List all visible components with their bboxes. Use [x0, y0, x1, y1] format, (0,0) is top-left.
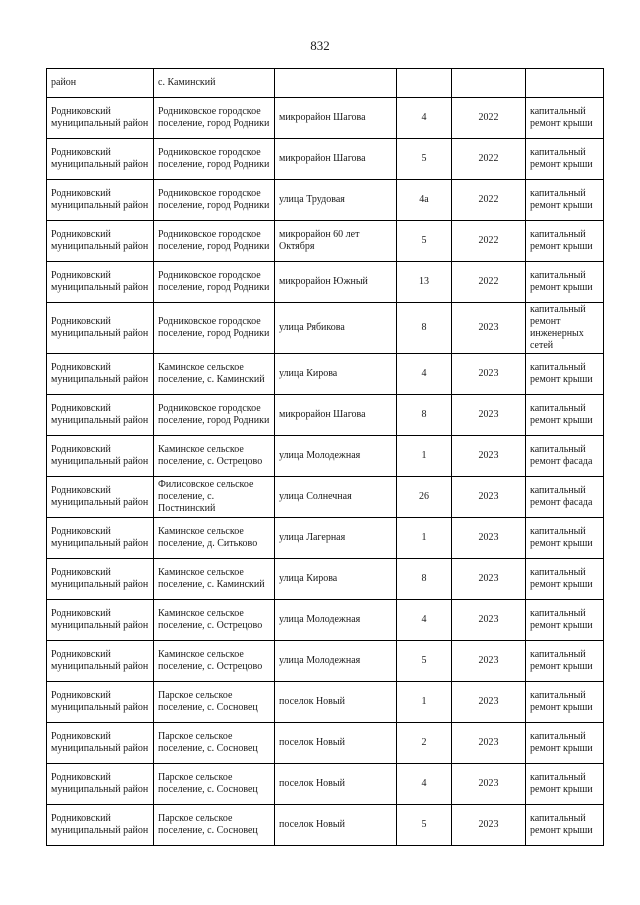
- settlement-cell: с. Каминский: [154, 69, 275, 98]
- work-type-cell: капитальный ремонт крыши: [526, 262, 604, 303]
- work-type-cell: капитальный ремонт инженерных сетей: [526, 303, 604, 354]
- table-row: [47, 559, 604, 600]
- work-type-cell: капитальный ремонт крыши: [526, 139, 604, 180]
- district-cell: Родниковский муниципальный район: [47, 682, 154, 723]
- year-cell: 2023: [452, 303, 526, 354]
- district-cell: Родниковский муниципальный район: [47, 477, 154, 518]
- table-row: [47, 723, 604, 764]
- district-cell: Родниковский муниципальный район: [47, 303, 154, 354]
- street-cell: поселок Новый: [275, 764, 397, 805]
- table-row: [47, 436, 604, 477]
- settlement-cell: Парское сельское поселение, с. Сосновец: [154, 682, 275, 723]
- year-cell: 2023: [452, 559, 526, 600]
- year-cell: 2023: [452, 682, 526, 723]
- district-cell: Родниковский муниципальный район: [47, 139, 154, 180]
- table-row: [47, 600, 604, 641]
- house-cell: 8: [397, 303, 452, 354]
- table-row: [47, 395, 604, 436]
- street-cell: поселок Новый: [275, 723, 397, 764]
- street-cell: поселок Новый: [275, 682, 397, 723]
- table-row: [47, 98, 604, 139]
- house-cell: 1: [397, 518, 452, 559]
- district-cell: Родниковский муниципальный район: [47, 180, 154, 221]
- house-cell: 8: [397, 395, 452, 436]
- street-cell: микрорайон Южный: [275, 262, 397, 303]
- street-cell: улица Рябикова: [275, 303, 397, 354]
- table-row: [47, 518, 604, 559]
- year-cell: 2023: [452, 354, 526, 395]
- district-cell: Родниковский муниципальный район: [47, 518, 154, 559]
- street-cell: микрорайон Шагова: [275, 98, 397, 139]
- district-cell: Родниковский муниципальный район: [47, 98, 154, 139]
- settlement-cell: Парское сельское поселение, с. Сосновец: [154, 723, 275, 764]
- settlement-cell: Каминское сельское поселение, д. Ситьково: [154, 518, 275, 559]
- work-type-cell: капитальный ремонт крыши: [526, 395, 604, 436]
- table-row: [47, 354, 604, 395]
- settlement-cell: Каминское сельское поселение, с. Острецово: [154, 641, 275, 682]
- house-cell: 2: [397, 723, 452, 764]
- work-type-cell: [526, 69, 604, 98]
- settlement-cell: Родниковское городское поселение, город Родники: [154, 262, 275, 303]
- district-cell: Родниковский муниципальный район: [47, 641, 154, 682]
- district-cell: Родниковский муниципальный район: [47, 262, 154, 303]
- settlement-cell: Родниковское городское поселение, город Родники: [154, 98, 275, 139]
- table-row: [47, 682, 604, 723]
- settlement-cell: Родниковское городское поселение, город Родники: [154, 221, 275, 262]
- district-cell: район: [47, 69, 154, 98]
- settlement-cell: Филисовское сельское поселение, с. Постнинский: [154, 477, 275, 518]
- year-cell: 2023: [452, 395, 526, 436]
- settlement-cell: Родниковское городское поселение, город Родники: [154, 303, 275, 354]
- settlement-cell: Каминское сельское поселение, с. Острецово: [154, 436, 275, 477]
- year-cell: 2022: [452, 262, 526, 303]
- street-cell: улица Молодежная: [275, 641, 397, 682]
- street-cell: микрорайон Шагова: [275, 395, 397, 436]
- settlement-cell: Родниковское городское поселение, город Родники: [154, 180, 275, 221]
- work-type-cell: капитальный ремонт крыши: [526, 805, 604, 846]
- street-cell: улица Кирова: [275, 559, 397, 600]
- year-cell: 2022: [452, 180, 526, 221]
- housing-repair-table: [46, 68, 604, 846]
- settlement-cell: Парское сельское поселение, с. Сосновец: [154, 764, 275, 805]
- district-cell: Родниковский муниципальный район: [47, 723, 154, 764]
- year-cell: 2023: [452, 600, 526, 641]
- year-cell: 2023: [452, 764, 526, 805]
- district-cell: Родниковский муниципальный район: [47, 436, 154, 477]
- table-row: [47, 477, 604, 518]
- work-type-cell: капитальный ремонт крыши: [526, 518, 604, 559]
- house-cell: 4: [397, 764, 452, 805]
- work-type-cell: капитальный ремонт крыши: [526, 180, 604, 221]
- work-type-cell: капитальный ремонт крыши: [526, 764, 604, 805]
- year-cell: [452, 69, 526, 98]
- continued-row: [47, 69, 604, 98]
- year-cell: 2022: [452, 139, 526, 180]
- district-cell: Родниковский муниципальный район: [47, 805, 154, 846]
- work-type-cell: капитальный ремонт крыши: [526, 98, 604, 139]
- year-cell: 2023: [452, 641, 526, 682]
- work-type-cell: капитальный ремонт крыши: [526, 682, 604, 723]
- district-cell: Родниковский муниципальный район: [47, 221, 154, 262]
- work-type-cell: капитальный ремонт крыши: [526, 559, 604, 600]
- street-cell: улица Молодежная: [275, 600, 397, 641]
- district-cell: Родниковский муниципальный район: [47, 395, 154, 436]
- table-row: [47, 303, 604, 354]
- table-body: [47, 69, 604, 846]
- house-cell: 4: [397, 600, 452, 641]
- table-row: [47, 180, 604, 221]
- house-cell: 4: [397, 354, 452, 395]
- settlement-cell: Родниковское городское поселение, город Родники: [154, 139, 275, 180]
- settlement-cell: Каминское сельское поселение, с. Каминский: [154, 354, 275, 395]
- house-cell: 5: [397, 805, 452, 846]
- year-cell: 2022: [452, 98, 526, 139]
- house-cell: [397, 69, 452, 98]
- house-cell: 26: [397, 477, 452, 518]
- street-cell: улица Молодежная: [275, 436, 397, 477]
- page-number: 832: [310, 38, 330, 53]
- table-row: [47, 805, 604, 846]
- district-cell: Родниковский муниципальный район: [47, 600, 154, 641]
- district-cell: Родниковский муниципальный район: [47, 764, 154, 805]
- work-type-cell: капитальный ремонт крыши: [526, 354, 604, 395]
- work-type-cell: капитальный ремонт фасада: [526, 477, 604, 518]
- work-type-cell: капитальный ремонт крыши: [526, 641, 604, 682]
- house-cell: 4а: [397, 180, 452, 221]
- house-cell: 5: [397, 641, 452, 682]
- street-cell: улица Лагерная: [275, 518, 397, 559]
- settlement-cell: Каминское сельское поселение, с. Каминский: [154, 559, 275, 600]
- house-cell: 1: [397, 436, 452, 477]
- table-row: [47, 641, 604, 682]
- district-cell: Родниковский муниципальный район: [47, 354, 154, 395]
- year-cell: 2023: [452, 436, 526, 477]
- street-cell: поселок Новый: [275, 805, 397, 846]
- district-cell: Родниковский муниципальный район: [47, 559, 154, 600]
- year-cell: 2023: [452, 805, 526, 846]
- house-cell: 1: [397, 682, 452, 723]
- house-cell: 8: [397, 559, 452, 600]
- settlement-cell: Каминское сельское поселение, с. Острецово: [154, 600, 275, 641]
- house-cell: 13: [397, 262, 452, 303]
- table-row: [47, 262, 604, 303]
- table-row: [47, 139, 604, 180]
- house-cell: 4: [397, 98, 452, 139]
- house-cell: 5: [397, 139, 452, 180]
- street-cell: микрорайон Шагова: [275, 139, 397, 180]
- table-row: [47, 221, 604, 262]
- settlement-cell: Родниковское городское поселение, город Родники: [154, 395, 275, 436]
- street-cell: улица Солнечная: [275, 477, 397, 518]
- work-type-cell: капитальный ремонт крыши: [526, 221, 604, 262]
- year-cell: 2023: [452, 477, 526, 518]
- street-cell: [275, 69, 397, 98]
- year-cell: 2023: [452, 518, 526, 559]
- year-cell: 2023: [452, 723, 526, 764]
- street-cell: улица Трудовая: [275, 180, 397, 221]
- house-cell: 5: [397, 221, 452, 262]
- work-type-cell: капитальный ремонт крыши: [526, 723, 604, 764]
- settlement-cell: Парское сельское поселение, с. Сосновец: [154, 805, 275, 846]
- street-cell: улица Кирова: [275, 354, 397, 395]
- table-row: [47, 764, 604, 805]
- work-type-cell: капитальный ремонт фасада: [526, 436, 604, 477]
- street-cell: микрорайон 60 лет Октября: [275, 221, 397, 262]
- work-type-cell: капитальный ремонт крыши: [526, 600, 604, 641]
- year-cell: 2022: [452, 221, 526, 262]
